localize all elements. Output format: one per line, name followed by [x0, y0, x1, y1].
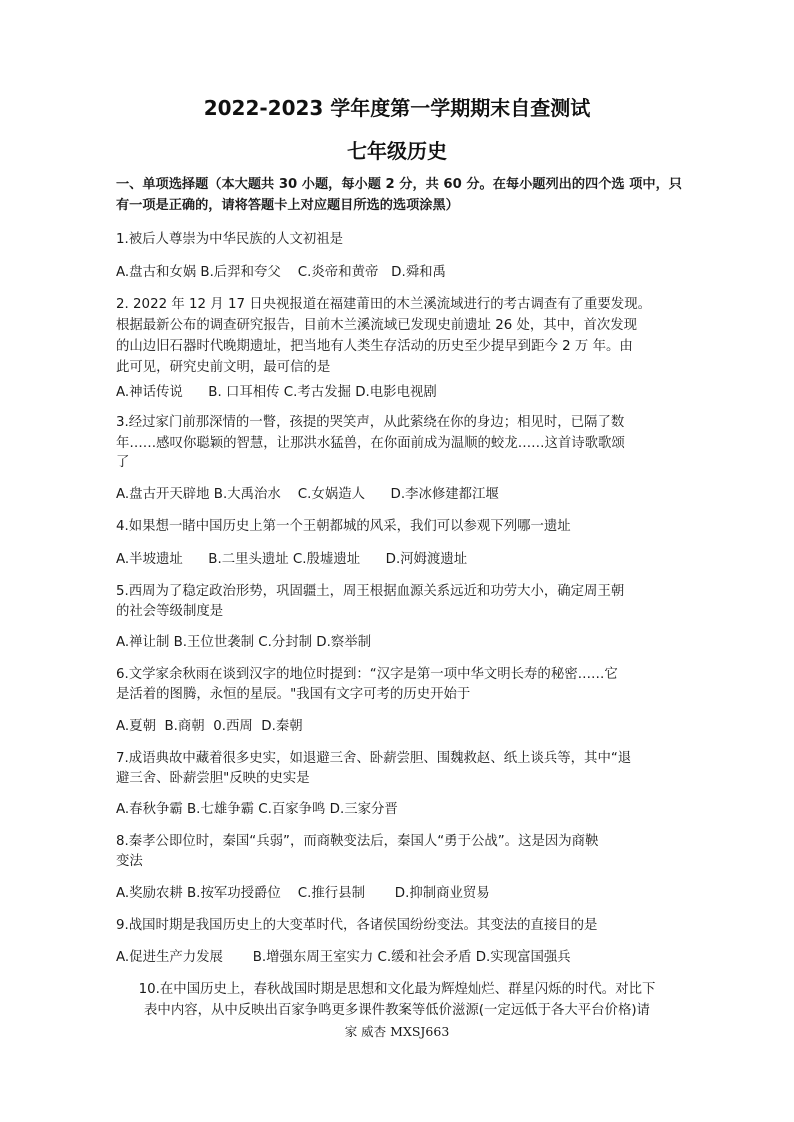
question-1-options: A.盘古和女娲 B.后羿和夸父 C.炎帝和黄帝 D.舜和禹 — [116, 265, 446, 280]
question-8-line-1: 8.秦孝公即位时，秦国“兵弱”，而商鞅变法后，秦国人“勇于公战”。这是因为商鞅 — [116, 834, 599, 849]
question-7-options: A.春秋争霸 B.七雄争霸 C.百家争鸣 D.三家分晋 — [116, 802, 398, 817]
question-3-line-1: 3.经过家门前那深情的一瞥，孩提的哭笑声，从此萦绕在你的身边；相见时，已隔了数 — [116, 415, 625, 430]
question-10-line-2: 表中内容，从中反映出百家争鸣更多课件教案等低价滋源(一定远低于各大平台价格)请 — [144, 1003, 650, 1018]
question-7-line-2: 避三舍、卧薪尝胆"反映的史实是 — [116, 771, 310, 786]
question-9-options: A.促进生产力发展 B.增强东周王室实力 C.缓和社会矛盾 D.实现富国强兵 — [116, 950, 571, 965]
question-8-line-2: 变法 — [116, 854, 143, 869]
question-1-line-1: 1.被后人尊崇为中华民族的人文初祖是 — [116, 232, 344, 247]
question-2-line-2: 根据最新公布的调查研究报告，目前木兰溪流域已发现史前遗址 26 处，其中，首次发现 — [116, 318, 638, 333]
question-6-line-1: 6.文学家余秋雨在谈到汉字的地位时提到：“汉字是第一项中华文明长寿的秘密……它 — [116, 667, 618, 682]
question-3-line-3: 了 — [116, 455, 130, 470]
question-2-line-4: 此可见，研究史前文明，最可信的是 — [116, 360, 331, 375]
section-heading: 一、单项选择题（本大题共 30 小题，每小题 2 分，共 60 分。在每小题列出的四个选 项中，只有一项是正确的，请将答题卡上对应题目所选的选项涂黑） — [116, 177, 682, 213]
question-7-line-1: 7.成语典故中藏着很多史实，如退避三舍、卧薪尝胆、围魏救赵、纸上谈兵等，其中“退 — [116, 751, 632, 766]
question-4-line-1: 4.如果想一睹中国历史上第一个王朝都城的风采，我们可以参观下列哪一遗址 — [116, 519, 571, 534]
question-9-line-1: 9.战国时期是我国历史上的大变革时代，各诸侯国纷纷变法。其变法的直接目的是 — [116, 918, 598, 933]
question-8-options: A.奖励农耕 B.按军功授爵位 C.推行县制 D.抑制商业贸易 — [116, 886, 490, 901]
question-3-line-2: 年……感叹你聪颖的智慧，让那洪水猛兽，在你面前成为温顺的蛟龙……这首诗歌歌颂 — [116, 436, 625, 451]
question-3-options: A.盘古开天辟地 B.大禹治水 C.女娲造人 D.李冰修建都江堰 — [116, 487, 499, 502]
question-5-line-1: 5.西周为了稳定政治形势，巩固疆土，周王根据血源关系远近和功劳大小，确定周王朝 — [116, 584, 625, 599]
question-6-line-2: 是活着的图腾，永恒的星辰。"我国有文字可考的历史开始于 — [116, 687, 471, 702]
question-5-line-2: 的社会等级制度是 — [116, 604, 224, 619]
question-2-line-1: 2. 2022 年 12 月 17 日央视报道在福建莆田的木兰溪流域进行的考古调查有了重要发现。 — [116, 297, 651, 312]
question-5-options: A.禅让制 B.王位世袭制 C.分封制 D.察举制 — [116, 635, 372, 650]
question-2-line-3: 的山边旧石器时代晚期遗址，把当地有人类生存活动的历史至少提早到距今 2 万 年。由 — [116, 339, 633, 354]
question-10-line-1: 10.在中国历史上，春秋战国时期是思想和文化最为辉煌灿烂、群星闪烁的时代。对比下 — [138, 982, 656, 997]
page-title: 2022-2023 学年度第一学期期末自查测试 — [203, 96, 591, 120]
question-6-options: A.夏朝 B.商朝 0.西周 D.秦朝 — [116, 719, 303, 734]
footer-text: 家 威杏 MXSJ663 — [344, 1024, 450, 1039]
question-2-options: A.神话传说 B. 口耳相传 C.考古发掘 D.电影电视剧 — [116, 385, 437, 400]
page-subtitle: 七年级历史 — [347, 139, 447, 163]
question-4-options: A.半坡遗址 B.二里头遗址 C.殷墟遗址 D.河姆渡遗址 — [116, 552, 468, 567]
